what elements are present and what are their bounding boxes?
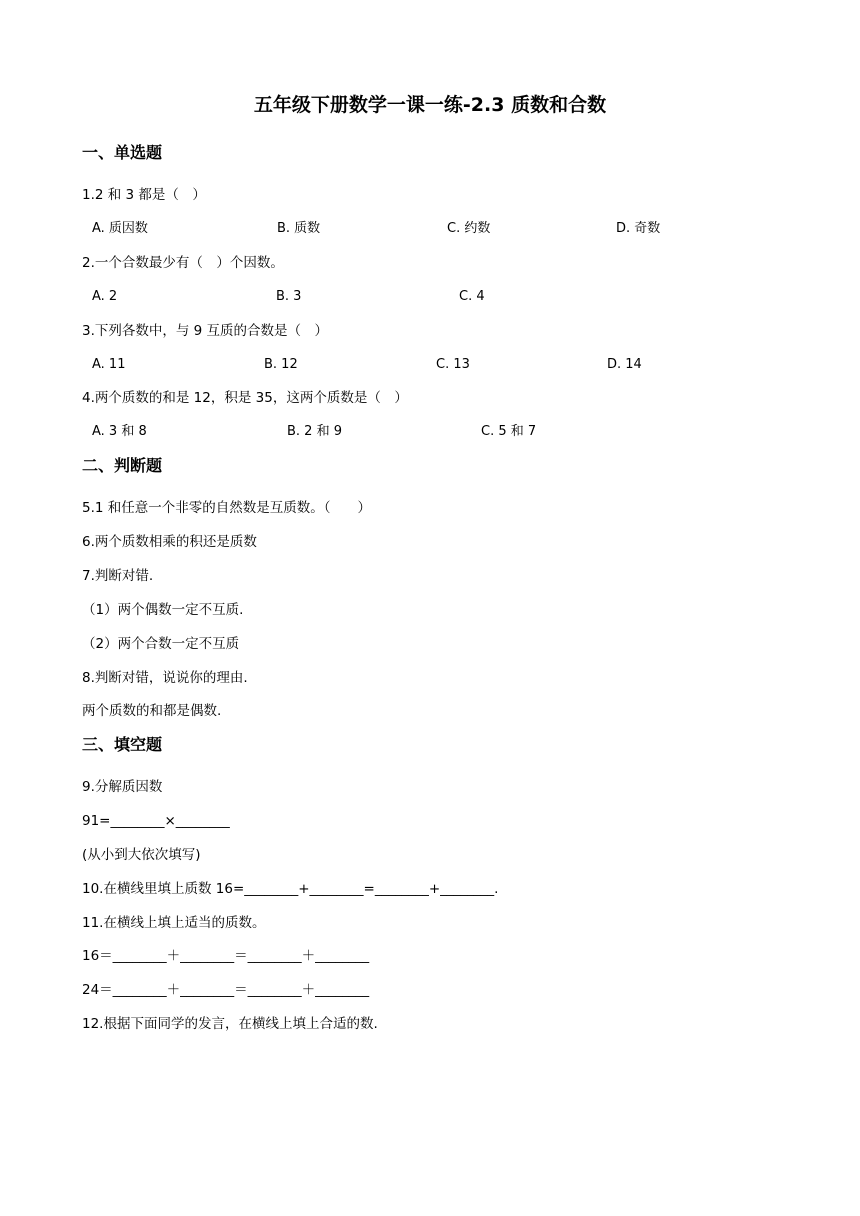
question-2-option-b[interactable]: B. 3: [276, 289, 302, 304]
question-8-statement: 两个质数的和都是偶数.: [82, 703, 222, 719]
question-11-stem: 11.在横线上填上适当的质数。: [82, 915, 266, 931]
question-1-stem: 1.2 和 3 都是（ ）: [82, 187, 206, 203]
question-8-stem: 8.判断对错，说说你的理由.: [82, 670, 248, 686]
question-4-option-b[interactable]: B. 2 和 9: [287, 424, 342, 439]
section-heading-single-choice: 一、单选题: [82, 143, 163, 162]
question-3-option-b[interactable]: B. 12: [264, 357, 298, 372]
question-2-option-c[interactable]: C. 4: [459, 289, 485, 304]
question-1-option-d[interactable]: D. 奇数: [616, 221, 661, 236]
question-9-stem: 9.分解质因数: [82, 779, 163, 795]
question-9-blank-line[interactable]: 91=________×________: [82, 813, 230, 829]
question-4-option-a[interactable]: A. 3 和 8: [92, 424, 147, 439]
question-1-option-c[interactable]: C. 约数: [447, 221, 491, 236]
question-4-option-c[interactable]: C. 5 和 7: [481, 424, 537, 439]
page-title: 五年级下册数学一课一练-2.3 质数和合数: [253, 94, 607, 116]
question-7-part-2: （2）两个合数一定不互质: [82, 636, 240, 652]
question-9-note: (从小到大依次填写): [82, 847, 201, 863]
question-6-stem: 6.两个质数相乘的积还是质数: [82, 534, 257, 550]
question-1-option-b[interactable]: B. 质数: [277, 221, 321, 236]
question-3-stem: 3.下列各数中，与 9 互质的合数是（ ）: [82, 323, 329, 339]
question-3-option-d[interactable]: D. 14: [607, 357, 642, 372]
question-4-stem: 4.两个质数的和是 12，积是 35，这两个质数是（ ）: [82, 390, 408, 406]
section-heading-fill-blank: 三、填空题: [82, 735, 163, 754]
question-11-blank-16[interactable]: 16＝________＋________＝________＋________: [82, 948, 370, 964]
section-heading-true-false: 二、判断题: [82, 456, 163, 475]
question-1-option-a[interactable]: A. 质因数: [92, 221, 148, 236]
question-2-option-a[interactable]: A. 2: [92, 289, 118, 304]
question-10-stem[interactable]: 10.在横线里填上质数 16=________+________=________+________.: [82, 881, 499, 897]
question-11-blank-24[interactable]: 24＝________＋________＝________＋________: [82, 982, 370, 998]
question-3-option-c[interactable]: C. 13: [436, 357, 470, 372]
question-3-option-a[interactable]: A. 11: [92, 357, 126, 372]
question-7-part-1: （1）两个偶数一定不互质.: [82, 602, 244, 618]
question-12-stem: 12.根据下面同学的发言，在横线上填上合适的数.: [82, 1016, 378, 1032]
question-7-stem: 7.判断对错.: [82, 568, 154, 584]
question-2-stem: 2.一个合数最少有（ ）个因数。: [82, 255, 284, 271]
question-5-stem: 5.1 和任意一个非零的自然数是互质数。（ ）: [82, 500, 372, 516]
